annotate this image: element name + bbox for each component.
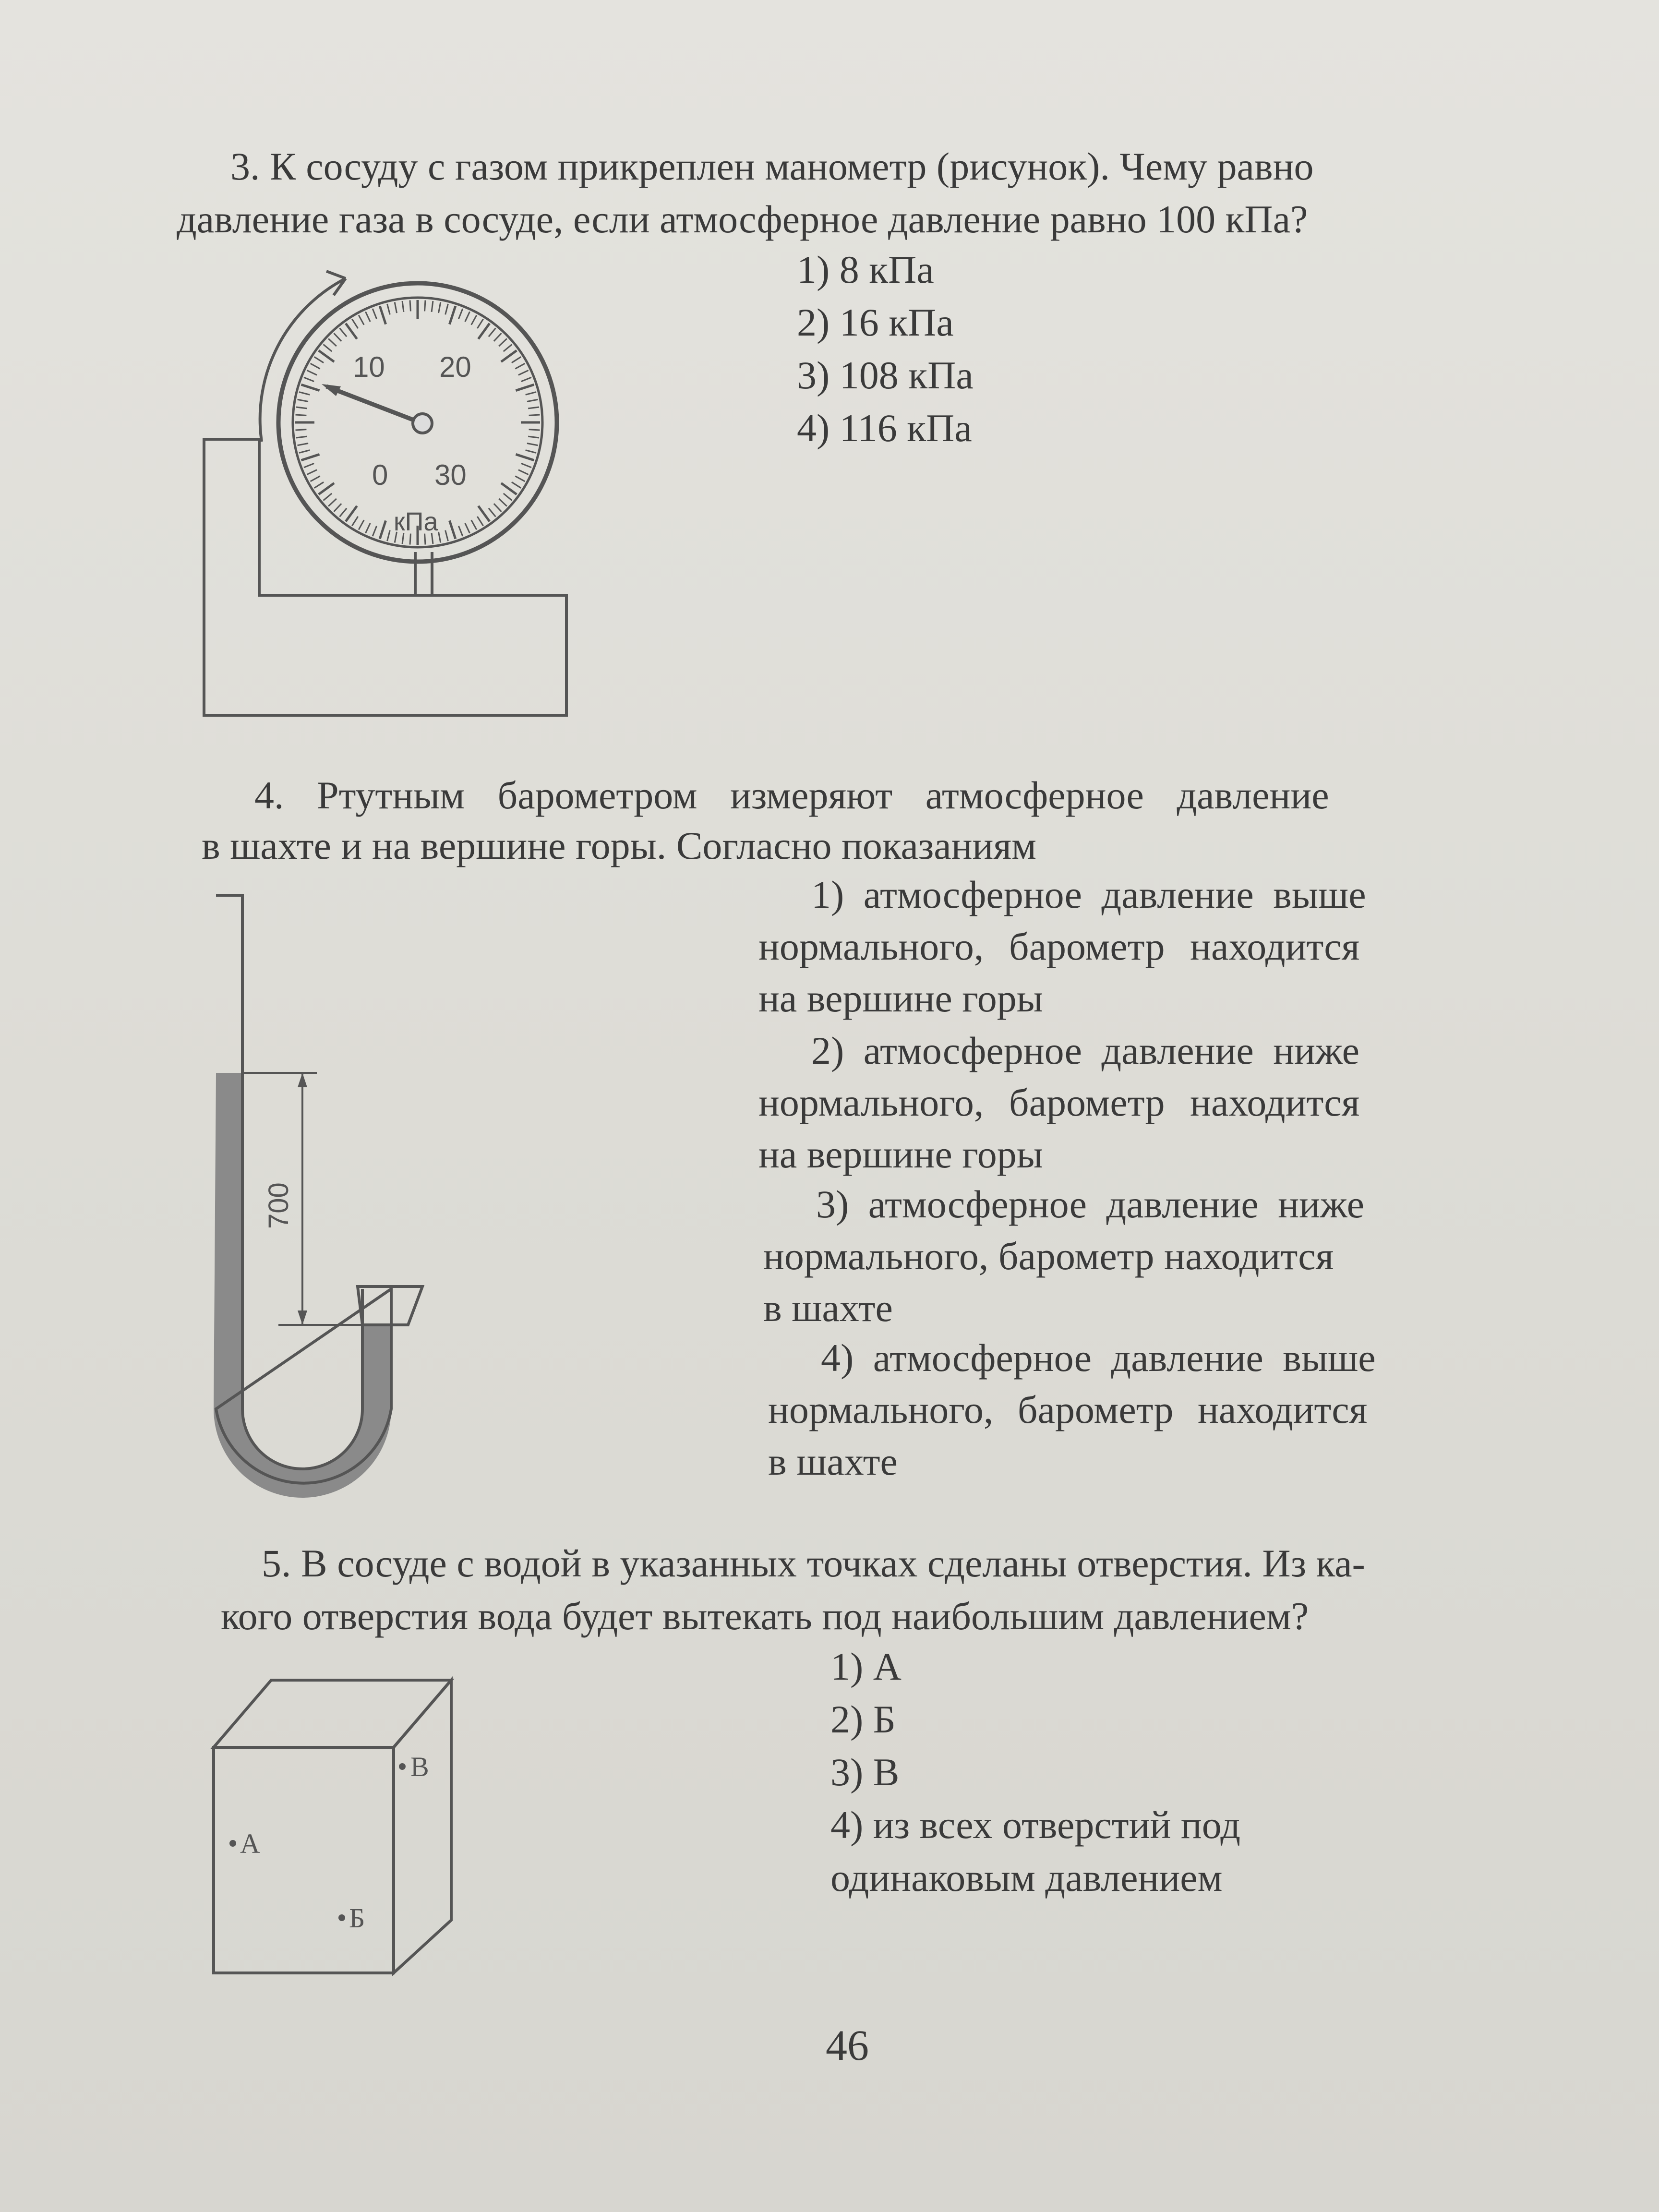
q4-answer-3-line3: в шахте: [763, 1286, 893, 1330]
page-number: 46: [826, 2022, 869, 2069]
gauge-label-30: 30: [434, 459, 467, 491]
q3-text-line2: давление газа в сосуде, если атмосферное давление равно 100 кПа?: [177, 197, 1308, 241]
q4-answer-4-line3: в шахте: [768, 1440, 898, 1483]
hole-v-label: В: [410, 1751, 429, 1782]
q4-answer-2-line2: нормального, барометр находится: [758, 1081, 1360, 1124]
hole-b-dot: [338, 1914, 345, 1921]
q4-answer-2-line3: на вершине горы: [758, 1132, 1043, 1176]
q5-answer-2[interactable]: 2) Б: [830, 1697, 896, 1741]
q5-answer-3[interactable]: 3) В: [830, 1750, 900, 1794]
q3-text-line1: 3. К сосуду с газом прикреплен манометр (рисунок). Чему равно: [230, 144, 1314, 188]
q4-answer-2-line1: 2) атмосферное давление ниже: [811, 1029, 1360, 1072]
gauge-label-0: 0: [372, 459, 388, 491]
box-top: [214, 1680, 451, 1747]
box-side: [394, 1680, 451, 1973]
hole-a-dot: [229, 1840, 236, 1847]
q4-answer-1-line2: нормального, барометр находится: [758, 925, 1360, 968]
hole-b-label: Б: [349, 1902, 365, 1934]
q4-answer-4-line1: 4) атмосферное давление выше: [821, 1336, 1376, 1380]
q3-answer-1[interactable]: 1) 8 кПа: [797, 248, 934, 291]
box-front: [214, 1747, 394, 1973]
q5-answer-4-continued: одинаковым давлением: [830, 1856, 1223, 1899]
q4-text-line1: 4. Ртутным барометром измеряют атмосферное давление: [254, 773, 1329, 817]
q4-answer-3-line2: нормального, барометр находится: [763, 1234, 1334, 1278]
gauge-label-10: 10: [353, 351, 385, 383]
q5-answer-1[interactable]: 1) А: [830, 1645, 902, 1688]
q5-answer-4[interactable]: 4) из всех отверстий под: [830, 1803, 1241, 1847]
q4-answer-1-line1: 1) атмосферное давление выше: [811, 873, 1366, 916]
q4-answer-4-line2: нормального, барометр находится: [768, 1388, 1368, 1431]
q3-answer-4[interactable]: 4) 116 кПа: [797, 406, 972, 450]
q5-text-line1: 5. В сосуде с водой в указанных точках сделаны отверстия. Из ка-: [262, 1541, 1365, 1585]
q4-text-line2: в шахте и на вершине горы. Согласно показаниям: [202, 824, 1037, 867]
gauge-unit: кПа: [394, 507, 438, 536]
q5-text-line2: кого отверстия вода будет вытекать под наибольшим давлением?: [221, 1594, 1309, 1638]
hole-a-label: А: [240, 1828, 260, 1859]
q3-answer-2[interactable]: 2) 16 кПа: [797, 301, 954, 344]
height-label-700: 700: [263, 1182, 294, 1229]
hole-v-dot: [399, 1763, 406, 1770]
q4-answer-1-line3: на вершине горы: [758, 976, 1043, 1020]
q3-answer-3[interactable]: 3) 108 кПа: [797, 353, 974, 397]
gauge-label-20: 20: [439, 351, 471, 383]
q4-answer-3-line1: 3) атмосферное давление ниже: [816, 1182, 1365, 1226]
